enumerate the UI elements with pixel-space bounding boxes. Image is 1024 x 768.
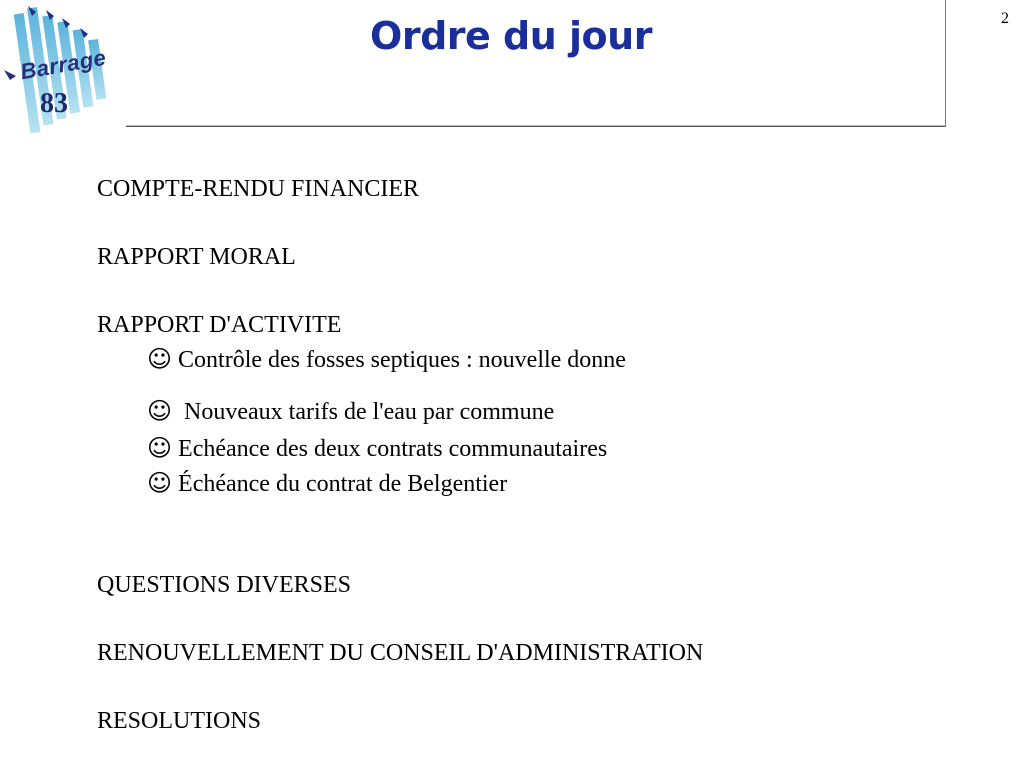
subitem-water-rates: [147, 398, 554, 427]
agenda-item-misc-questions: QUESTIONS DIVERSES: [97, 572, 352, 598]
logo-number: 83: [40, 88, 68, 119]
subitem-label: Contrôle des fosses septiques : nouvelle donne: [178, 347, 626, 373]
subitem-label: Échéance du contrat de Belgentier: [178, 471, 508, 497]
smiley-icon: ☺: [147, 397, 173, 425]
subitem-label: Echéance des deux contrats communautaires: [178, 436, 608, 462]
page-title: Ordre du jour: [370, 14, 652, 58]
subitem-community-contracts: [147, 435, 607, 464]
agenda-item-resolutions: RESOLUTIONS: [97, 708, 262, 734]
agenda-item-board-renewal: RENOUVELLEMENT DU CONSEIL D'ADMINISTRATION: [97, 640, 704, 666]
barrage-83-logo: [0, 0, 128, 142]
subitem-septic-tank-control: [147, 346, 626, 375]
agenda-item-moral-report: RAPPORT MORAL: [97, 244, 296, 270]
title-box: [126, 0, 946, 127]
subitem-belgentier-contract: [147, 470, 507, 499]
smiley-icon: ☺: [147, 345, 173, 373]
subitem-label: Nouveaux tarifs de l'eau par commune: [184, 399, 555, 425]
agenda-item-activity-report: RAPPORT D'ACTIVITE: [97, 312, 342, 338]
agenda-item-financial-report: COMPTE-RENDU FINANCIER: [97, 176, 420, 202]
page-number: 2: [1001, 10, 1009, 27]
logo-text: Barrage: [18, 44, 109, 85]
smiley-icon: ☺: [147, 434, 173, 462]
smiley-icon: ☺: [147, 469, 173, 497]
